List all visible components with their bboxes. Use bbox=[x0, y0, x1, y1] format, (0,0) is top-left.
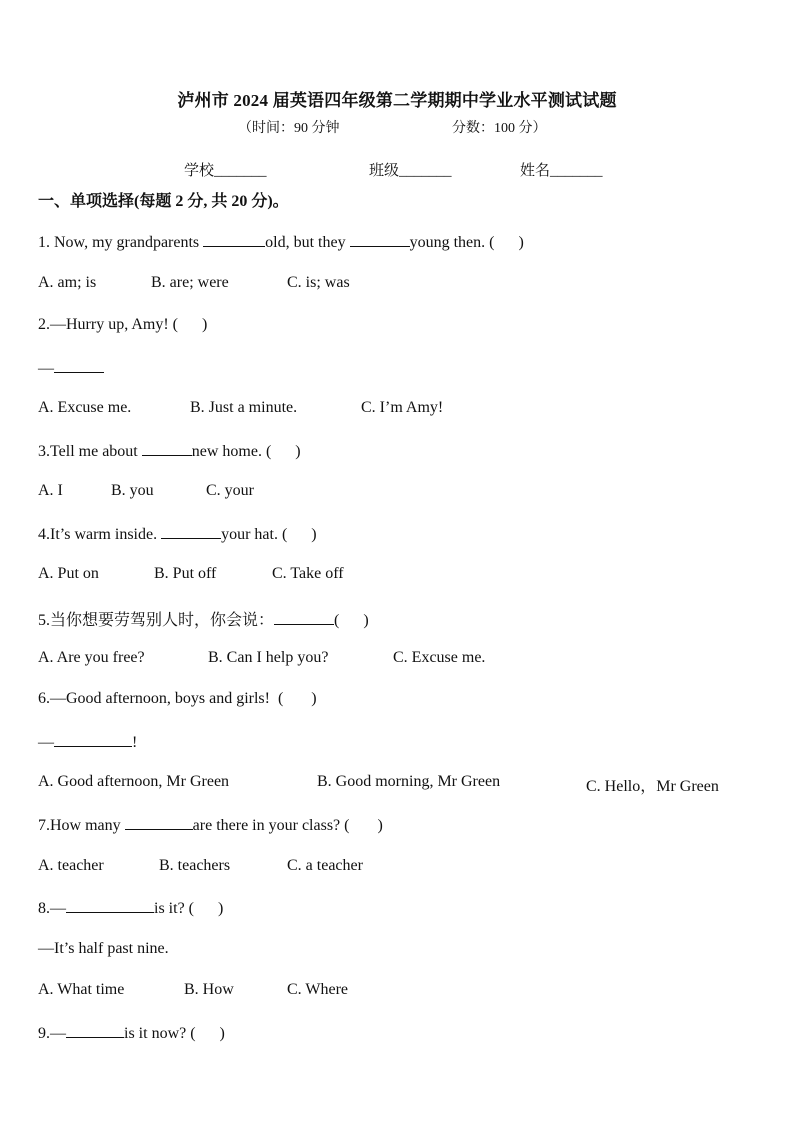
option-a[interactable]: A. I bbox=[38, 482, 63, 499]
option-a[interactable]: A. Good afternoon, Mr Green bbox=[38, 773, 230, 790]
option-a[interactable]: A. Are you free? bbox=[38, 649, 145, 666]
question-7: 7.How many are there in your class? ( ) bbox=[38, 817, 383, 834]
option-b[interactable]: B. How bbox=[184, 981, 234, 998]
answer-blank[interactable] bbox=[274, 610, 334, 625]
answer-blank[interactable] bbox=[350, 232, 410, 247]
question-6-reply: — ! bbox=[38, 734, 138, 751]
answer-blank[interactable] bbox=[54, 358, 104, 373]
option-a[interactable]: A. Excuse me. bbox=[38, 399, 132, 416]
option-b[interactable]: B. teachers bbox=[159, 857, 231, 874]
answer-blank[interactable] bbox=[161, 524, 221, 539]
option-c[interactable]: C. Excuse me. bbox=[393, 649, 486, 666]
exam-time: （时间：90 分钟 bbox=[238, 121, 340, 136]
exam-score: 分数：100 分） bbox=[452, 121, 547, 136]
question-5: 5.当你想要劳驾别人时，你会说： ( ) bbox=[38, 612, 369, 629]
answer-blank[interactable] bbox=[142, 441, 192, 456]
name-field[interactable]: 姓名_______ bbox=[520, 163, 603, 179]
answer-blank[interactable] bbox=[54, 732, 132, 747]
option-b[interactable]: B. Can I help you? bbox=[208, 649, 329, 666]
school-field[interactable]: 学校_______ bbox=[184, 163, 267, 179]
class-field[interactable]: 班级_______ bbox=[369, 163, 452, 179]
option-c[interactable]: C. Take off bbox=[272, 565, 344, 582]
answer-blank[interactable] bbox=[203, 232, 265, 247]
option-c[interactable]: C. I’m Amy! bbox=[361, 399, 444, 416]
answer-blank[interactable] bbox=[125, 815, 193, 830]
answer-blank[interactable] bbox=[66, 1023, 124, 1038]
question-6: 6.—Good afternoon, boys and girls! ( ) bbox=[38, 690, 317, 707]
question-1: 1. Now, my grandparents old, but they young then. ( ) bbox=[38, 234, 524, 251]
page-title: 泸州市 2024 届英语四年级第二学期期中学业水平测试试题 bbox=[177, 91, 617, 110]
option-c[interactable]: C. a teacher bbox=[287, 857, 363, 874]
option-c[interactable]: C. Where bbox=[287, 981, 349, 998]
option-a[interactable]: A. Put on bbox=[38, 565, 99, 582]
question-3: 3.Tell me about new home. ( ) bbox=[38, 443, 301, 460]
section-title: 一、单项选择(每题 2 分, 共 20 分)。 bbox=[38, 193, 289, 210]
option-a[interactable]: A. am; is bbox=[38, 274, 97, 291]
option-b[interactable]: B. you bbox=[111, 482, 154, 499]
question-8-reply: —It’s half past nine. bbox=[38, 940, 169, 957]
question-8: 8.— is it? ( ) bbox=[38, 900, 224, 917]
option-b[interactable]: B. Put off bbox=[154, 565, 217, 582]
option-b[interactable]: B. Good morning, Mr Green bbox=[317, 773, 501, 790]
question-2-reply: — bbox=[38, 358, 104, 378]
option-c[interactable]: C. your bbox=[206, 482, 254, 499]
option-c[interactable]: C. Hello，Mr Green bbox=[586, 778, 719, 795]
question-9: 9.— is it now? ( ) bbox=[38, 1025, 225, 1042]
question-4: 4.It’s warm inside. your hat. ( ) bbox=[38, 526, 317, 543]
option-a[interactable]: A. What time bbox=[38, 981, 125, 998]
option-b[interactable]: B. are; were bbox=[151, 274, 229, 291]
option-c[interactable]: C. is; was bbox=[287, 274, 350, 291]
answer-blank[interactable] bbox=[66, 898, 154, 913]
option-b[interactable]: B. Just a minute. bbox=[190, 399, 298, 416]
question-2: 2.—Hurry up, Amy! ( ) bbox=[38, 316, 208, 333]
option-a[interactable]: A. teacher bbox=[38, 857, 104, 874]
